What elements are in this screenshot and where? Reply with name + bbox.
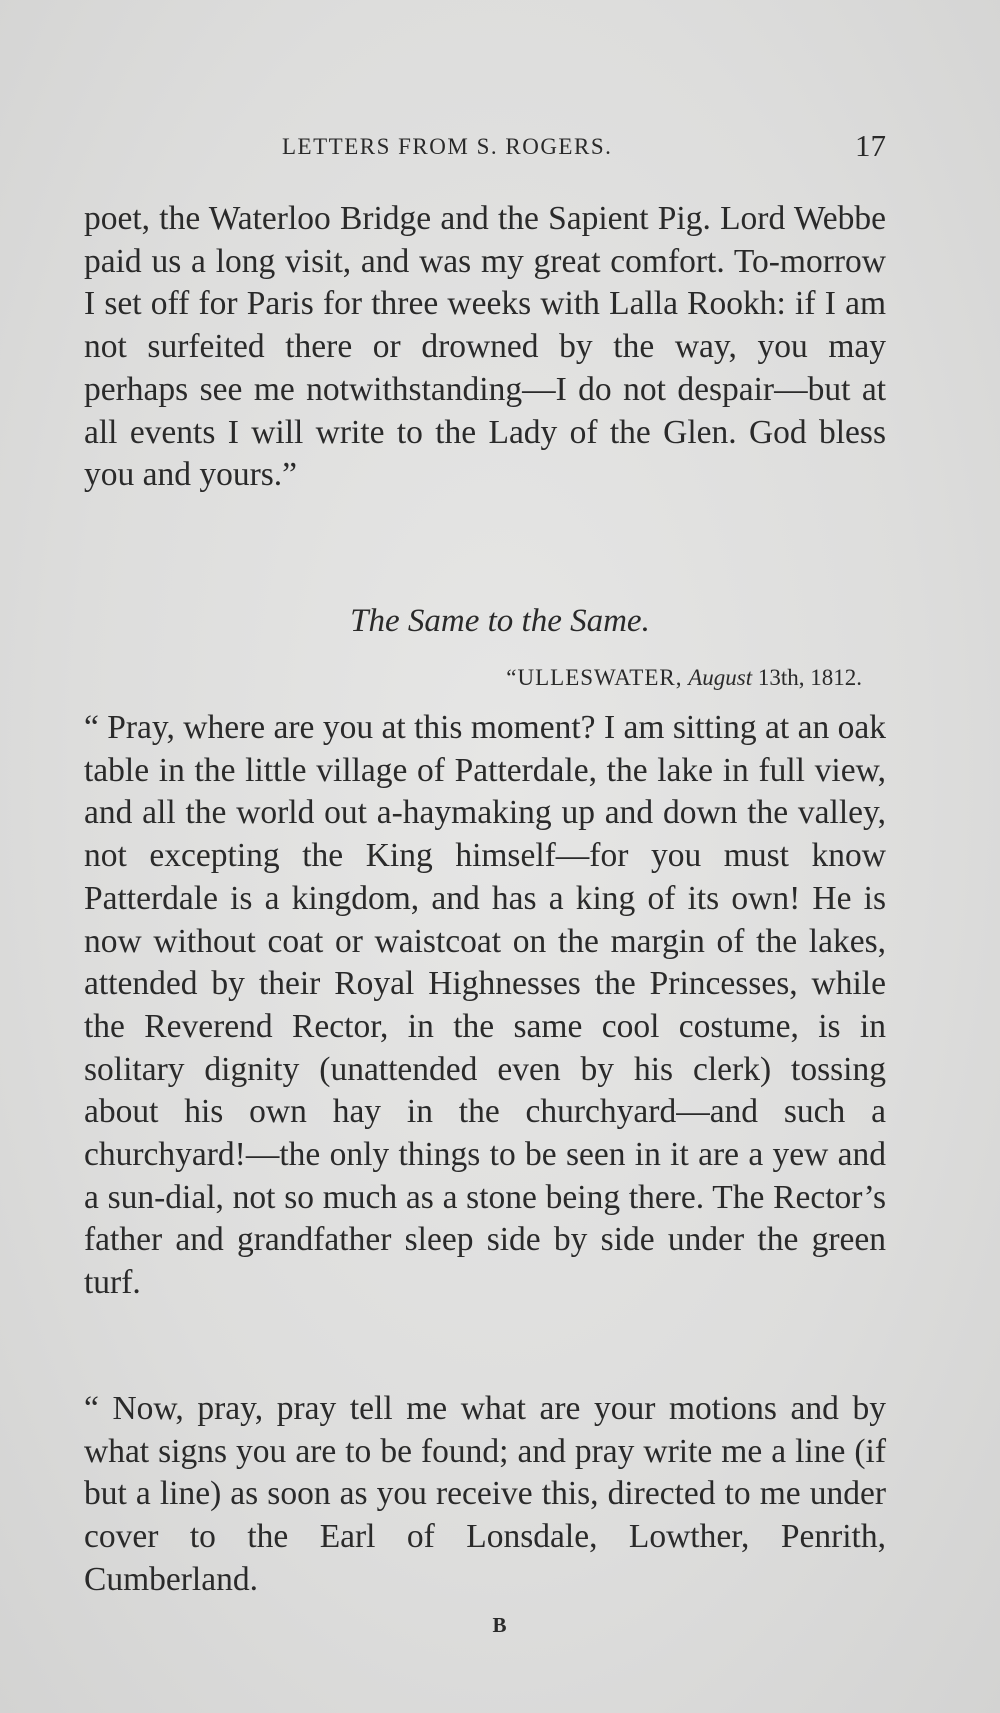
paragraph-letter-end: poet, the Waterloo Bridge and the Sapient Pig. Lord Webbe paid us a long visit, and was my great comfort. To-morrow I set off for Paris for three weeks with Lalla Rookh: if I am not surfeited there or drowned by the way, you may perhaps see me notwithstanding—I do not despair—but at all events I will write to the Lady of the Glen. God bless you and yours.” [84, 200, 886, 494]
page-header [0, 128, 1000, 168]
dateline-day: 13th, [757, 665, 805, 690]
dateline-place: “ULLESWATER, [506, 665, 683, 690]
paragraph-patterdale: “ Pray, where are you at this moment? I am sitting at an oak table in the little village of Patterdale, the lake in full view, and all the world out a-haymaking up and down the valley, not excepting the King himself—for you must know Patterdale is a kingdom, and has a king of its own! He is now without coat or waistcoat on the margin of the lakes, attended by their Royal Highnesses the Princesses, while the Reverend Rector, in the same cool costume, is in solitary dignity (unattended even by his clerk) tossing about his own hay in the churchyard—and such a churchyard!—the only things to be seen in it are a yew and a sun-dial, not so much as a stone being there. The Rector’s father and grandfather sleep side by side under the green turf. [84, 709, 886, 1302]
signature-mark: B [492, 1613, 508, 1637]
dateline-month: August [688, 665, 753, 690]
letter-dateline [506, 665, 862, 691]
dateline-year: 1812. [810, 665, 862, 690]
letter-heading: The Same to the Same. [350, 603, 650, 639]
running-head: LETTERS FROM S. ROGERS. [282, 134, 613, 159]
paragraph-request: “ Now, pray, pray tell me what are your motions and by what signs you are to be found; and pray write me a line (if but a line) as soon as you receive this, directed to me under cover to the Earl of Lonsdale, Lowther, Penrith, Cumberland. [84, 1390, 886, 1598]
page-number: 17 [855, 128, 886, 163]
